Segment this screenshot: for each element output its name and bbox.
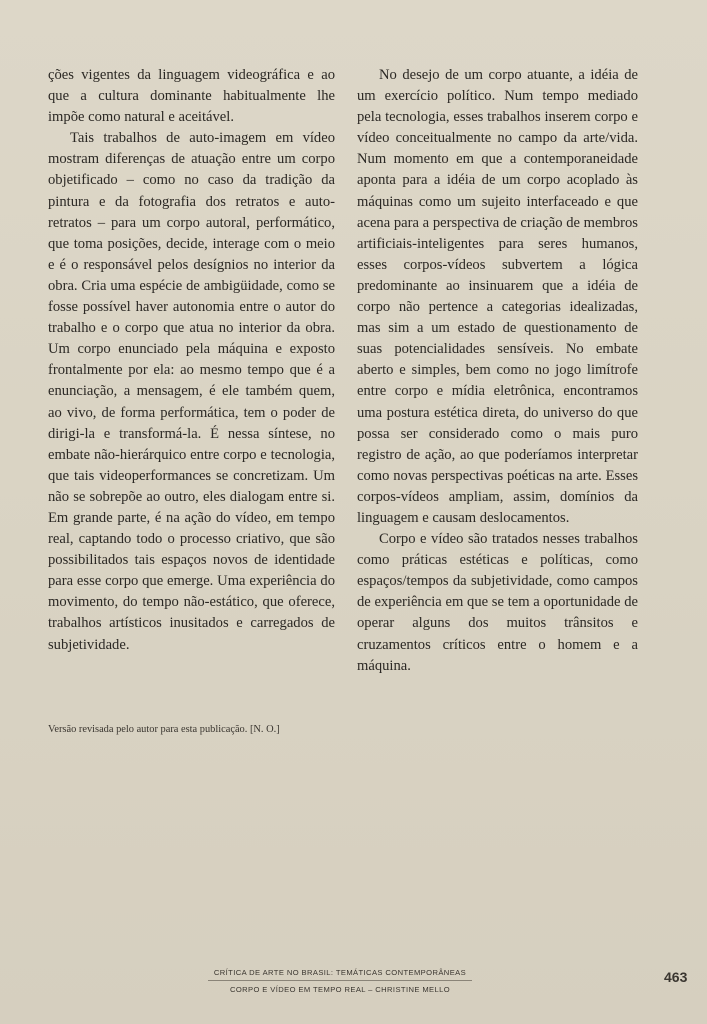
page-number: 463 [664,969,688,985]
footnote: Versão revisada pelo autor para esta publicação. [N. O.] [48,724,280,735]
left-paragraph-2: Tais trabalhos de auto-imagem em vídeo mostram diferenças de atuação entre um corpo objetificado – como no caso da tradição da pintura e da fotografia dos retratos e auto-retratos – para um corpo autoral, performático, que toma posições, decide, interage com o meio e é o responsável pelos desígnios no interior da obra. Cria uma espécie de ambigüidade, como se fosse possível haver autonomia entre o autor do trabalho e o corpo que atua no interior da obra. Um corpo enunciado pela máquina e exposto frontalmente por ela: ao mesmo tempo que é a enunciação, a mensagem, é ele também quem, ao vivo, de forma performática, tem o poder de dirigi-la e transformá-la. É nessa síntese, no embate não-hierárquico entre corpo e tecnologia, que tais videoperformances se concretizam. Um não se sobrepõe ao outro, eles dialogam entre si. Em grande parte, é na ação do vídeo, em tempo real, captando todo o processo criativo, que são possibilitados tais espaços novos de identidade para esse corpo que emerge. Uma experiência do movimento, do tempo não-estático, que oferece, trabalhos artísticos inusitados e carregados de subjetividade. [48,130,335,653]
footer-divider [208,980,472,981]
footer-book-title: CRÍTICA DE ARTE NO BRASIL: TEMÁTICAS CONTEMPORÂNEAS [213,968,467,977]
right-paragraph-1: No desejo de um corpo atuante, a idéia de um exercício político. Num tempo mediado pela tecnologia, esses trabalhos inserem corpo e vídeo conceitualmente no campo da arte/vida. Num momento em que a contemporaneidade aponta para a idéia de um corpo acoplado às máquinas como um sujeito interfaceado e que acena para a perspectiva de criação de membros artificiais-inteligentes para seres humanos, esses corpos-vídeos subvertem a lógica predominante ao insinuarem que a idéia de corpo não pertence a categorias idealizadas, mas sim a um estado de questionamento de suas potencialidades sensíveis. No embate aberto e simples, bem como no jogo limítrofe entre corpo e mídia eletrônica, encontramos uma postura estética direta, do universo do que possa ser considerado como o mais puro registro de ação, ao que poderíamos interpretar como novas perspectivas poéticas na arte. Esses corpos-vídeos ampliam, assim, domínios da linguagem e causam deslocamentos. [357,67,638,526]
running-footer [200,968,480,994]
left-paragraph-1: ções vigentes da linguagem videográfica e ao que a cultura dominante habitualmente lhe impõe como natural e aceitável. [48,67,335,126]
left-text-column [48,65,335,656]
footer-chapter-title: CORPO E VÍDEO EM TEMPO REAL – CHRISTINE MELLO [229,985,451,994]
right-paragraph-2: Corpo e vídeo são tratados nesses trabalhos como práticas estéticas e políticas, como espaços/tempos da subjetividade, como campos de experiência em que se tem a oportunidade de operar alguns dos muitos trânsitos e cruzamentos críticos entre o homem e a máquina. [357,531,638,674]
right-text-column [357,65,638,677]
